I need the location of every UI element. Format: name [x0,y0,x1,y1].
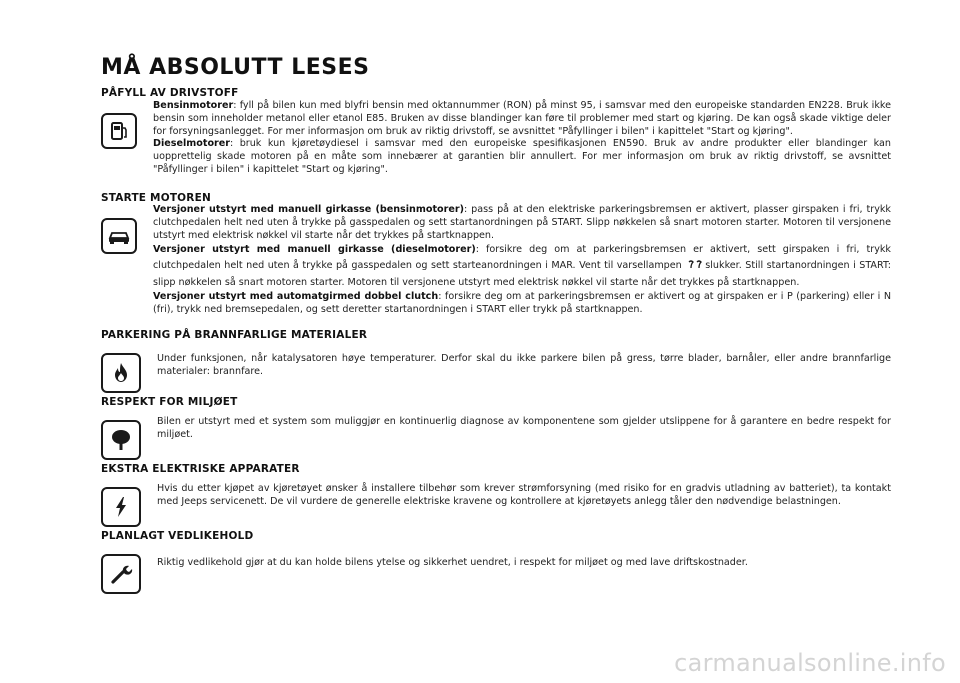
paragraph: Versjoner utstyrt med automatgirmed dobbel clutch: forsikre deg om at parkeringsbremsen er aktivert og at girspaken er i P (parkering) eller i N (fri), trykk ned bremsepedalen, og sett deretter startanordningen i START eller trykk på startknappen. [153,290,892,315]
section-heading: PÅFYLL AV DRIVSTOFF [101,87,239,99]
paragraph: Dieselmotorer: bruk kun kjøretøydiesel i samsvar med den europeiske spesifikasjonen EN590. Bruk av andre produkter eller blandinger kan uopprettelig skade motoren på en måte som innebærer at garantien blir annullert. For mer informasjon om bruk av riktig drivstoff, se avsnittet "Påfyllinger i bilen" i kapittelet "Start og kjøring". [153,138,891,175]
section-heading: STARTE MOTOREN [101,192,211,204]
section-electrical [101,463,891,527]
paragraph: Hvis du etter kjøpet av kjøretøyet ønsker å installere tilbehør som krever strømforsyning (med risiko for en gradvis utladning av batteriet), ta kontakt med Jeeps servicenett. De vil vurdere de generelle elektriske kravene og kontrollere at kjøretøyets anlegg tåler den nødvendige belastningen. [157,483,891,507]
car-icon [101,218,137,254]
section-heading: PARKERING PÅ BRANNFARLIGE MATERIALER [101,329,368,341]
page-title: MÅ ABSOLUTT LESES [101,55,370,80]
section-heading: RESPEKT FOR MILJØET [101,396,238,408]
tree-icon [101,420,141,460]
paragraph: Riktig vedlikehold gjør at du kan holde bilens ytelse og sikkerhet uendret, i respekt for miljøet og med lave driftskostnader. [157,557,748,568]
wrench-icon [101,554,141,594]
fuel-pump-icon [101,113,137,149]
lightning-icon [101,487,141,527]
section-flammable [101,329,891,393]
section-heading: EKSTRA ELEKTRISKE APPARATER [101,463,300,475]
paragraph: Under funksjonen, når katalysatoren høye temperaturer. Derfor skal du ikke parkere bilen på gress, tørre blader, barnåler, eller andre brannfarlige materialer: brannfare. [157,353,891,377]
section-maintenance [101,530,891,594]
paragraph: Bilen er utstyrt med et system som muliggjør en kontinuerlig diagnose av komponentene som gjelder utslippene for å garantere en bedre respekt for miljøet. [157,416,891,440]
section-fuel [101,87,891,177]
watermark: carmanualsonline.info [674,649,946,677]
paragraph: Bensinmotorer: fyll på bilen kun med blyfri bensin med oktannummer (RON) på minst 95, i samsvar med den europeiske standarden EN228. Bruk ikke bensin som inneholder metanol eller etanol E85. Bruken av disse blandinger kan føre til problemer med start og kjøring. De kan også skade viktige deler for forsyningsanlegget. For mer informasjon om bruk av riktig drivstoff, se avsnittet "Påfyllinger i bilen" i kapittelet "Start og kjøring". [153,100,891,137]
section-environment [101,396,891,460]
section-start-engine [101,192,891,316]
section-heading: PLANLAGT VEDLIKEHOLD [101,530,254,542]
paragraph: Versjoner utstyrt med manuell girkasse (bensinmotorer): pass på at den elektriske parkeringsbremsen er aktivert, plasser girspaken i fri, trykk clutchpedalen helt ned uten å trykke på gasspedalen og sett startanordningen på START. Slipp nøkkelen så snart motoren starter. Motoren til versjonene utstyrt med elektrisk nøkkel vil starte når det trykkes på startknappen. [153,204,891,241]
flame-icon [101,353,141,393]
glow-plug-icon [687,260,703,276]
paragraph: Versjoner utstyrt med manuell girkasse (dieselmotorer): forsikre deg om at parkeringsbremsen er aktivert, sett girspaken i fri, trykk clutchpedalen helt ned uten å trykke på gasspedalen og sett starteanordningen i MAR. Vent til varsellampen slukker. Still startanordningen i START: slipp nøkkelen så snart motoren starter. Motoren til versjonene utstyrt med elektrisk nøkkel vil starte når det trykkes på startknappen. [153,244,892,289]
